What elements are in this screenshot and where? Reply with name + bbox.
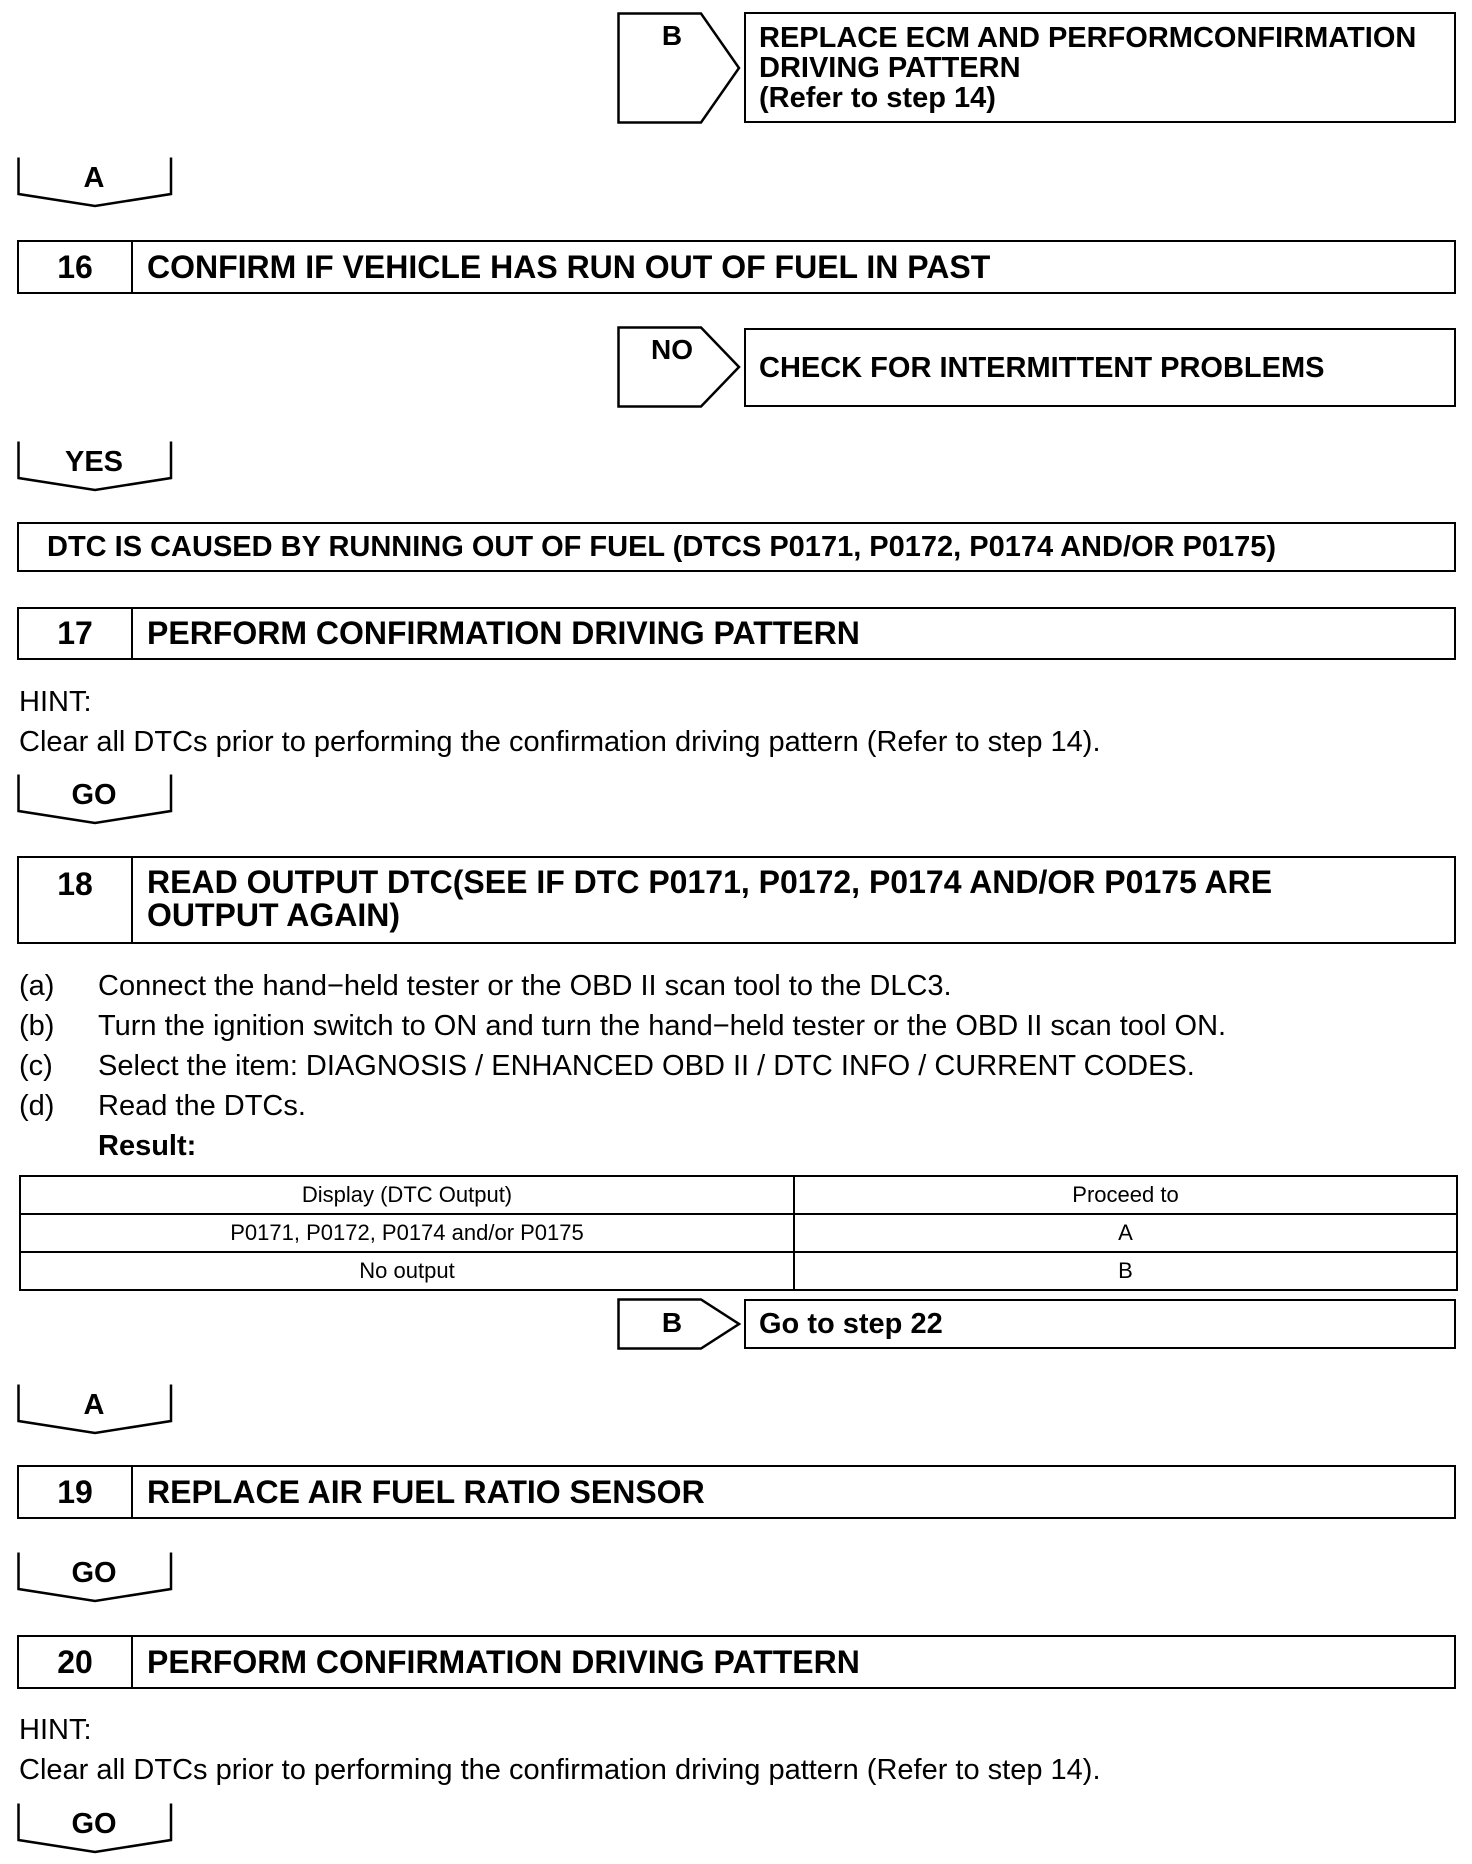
step-title: PERFORM CONFIRMATION DRIVING PATTERN [147, 1643, 860, 1680]
tag-a [17, 156, 175, 208]
list-text: Select the item: DIAGNOSIS / ENHANCED OBD II / DTC INFO / CURRENT CODES. [98, 1050, 1195, 1082]
step-title: PERFORM CONFIRMATION DRIVING PATTERN [147, 615, 860, 651]
hint-block-20 [19, 1712, 1449, 1788]
tag-go [17, 1551, 175, 1603]
branch-no [617, 326, 741, 408]
step-title-line-2: OUTPUT AGAIN) [147, 897, 401, 933]
table-header-row [20, 1176, 1457, 1214]
branch-label: NO [651, 334, 693, 365]
step-title: CONFIRM IF VEHICLE HAS RUN OUT OF FUEL IN PAST [147, 248, 991, 285]
list-text: Turn the ignition switch to ON and turn the hand−held tester or the OBD II scan tool ON. [98, 1010, 1227, 1042]
tag-label: GO [71, 779, 117, 811]
list-text: Connect the hand−held tester or the OBD II scan tool to the DLC3. [98, 970, 952, 1002]
table-cell: No output [20, 1252, 794, 1290]
table-row [20, 1214, 1457, 1252]
tag-label: YES [64, 446, 124, 478]
branch-b-step22 [617, 1298, 741, 1350]
step-20-header [17, 1635, 1456, 1689]
hint-label: HINT: [19, 686, 92, 718]
branch-b-top [617, 12, 741, 124]
hint-label: HINT: [19, 1714, 92, 1746]
step-number: 19 [19, 1467, 133, 1517]
list-letter: (d) [19, 1090, 55, 1122]
result-line-1: REPLACE ECM AND PERFORMCONFIRMATION [759, 21, 1417, 54]
branch-label: B [661, 1307, 683, 1338]
result-line-3: (Refer to step 14) [759, 81, 996, 114]
table-cell: P0171, P0172, P0174 and/or P0175 [20, 1214, 794, 1252]
tag-a [17, 1383, 175, 1435]
result-line-2: DRIVING PATTERN [759, 51, 1021, 84]
step-17-header [17, 607, 1456, 660]
step-number: 20 [19, 1637, 133, 1687]
hint-text: Clear all DTCs prior to performing the confirmation driving pattern (Refer to step 14). [19, 1754, 1101, 1786]
list-text: Read the DTCs. [98, 1090, 306, 1122]
list-letter: (c) [19, 1050, 53, 1082]
step-number: 16 [19, 242, 133, 292]
step-number: 18 [19, 858, 133, 942]
result-table [19, 1175, 1458, 1291]
tag-go [17, 773, 175, 825]
step-number: 17 [19, 609, 133, 658]
conclusion-banner [17, 522, 1456, 572]
result-text: Go to step 22 [759, 1308, 943, 1340]
tag-label: A [83, 1389, 105, 1421]
hint-block-17 [19, 684, 1449, 760]
hint-text: Clear all DTCs prior to performing the confirmation driving pattern (Refer to step 14). [19, 726, 1101, 758]
result-label: Result: [98, 1130, 197, 1162]
result-text: CHECK FOR INTERMITTENT PROBLEMS [759, 351, 1325, 384]
table-row [20, 1252, 1457, 1290]
table-cell: A [794, 1214, 1457, 1252]
step-19-header [17, 1465, 1456, 1519]
list-letter: (b) [19, 1010, 55, 1042]
tag-yes [17, 440, 175, 492]
list-letter: (a) [19, 970, 55, 1002]
result-go-to-step-22 [744, 1299, 1456, 1349]
step-title: REPLACE AIR FUEL RATIO SENSOR [147, 1473, 705, 1510]
tag-go [17, 1802, 175, 1854]
banner-text: DTC IS CAUSED BY RUNNING OUT OF FUEL (DTCS P0171, P0172, P0174 AND/OR P0175) [47, 530, 1277, 563]
tag-label: GO [71, 1808, 117, 1840]
step-16-header [17, 240, 1456, 294]
step-title-line-1: READ OUTPUT DTC(SEE IF DTC P0171, P0172, P0174 AND/OR P0175 ARE [147, 864, 1273, 900]
procedure-list [19, 970, 1449, 1130]
tag-label: GO [71, 1557, 117, 1589]
step-18-header [17, 856, 1456, 944]
result-check-intermittent [744, 328, 1456, 407]
step-title [133, 858, 1454, 942]
tag-label: A [83, 162, 105, 194]
table-header-cell: Proceed to [794, 1176, 1457, 1214]
result-replace-ecm [744, 12, 1456, 123]
branch-label: B [661, 20, 683, 51]
table-cell: B [794, 1252, 1457, 1290]
table-header-cell: Display (DTC Output) [20, 1176, 794, 1214]
